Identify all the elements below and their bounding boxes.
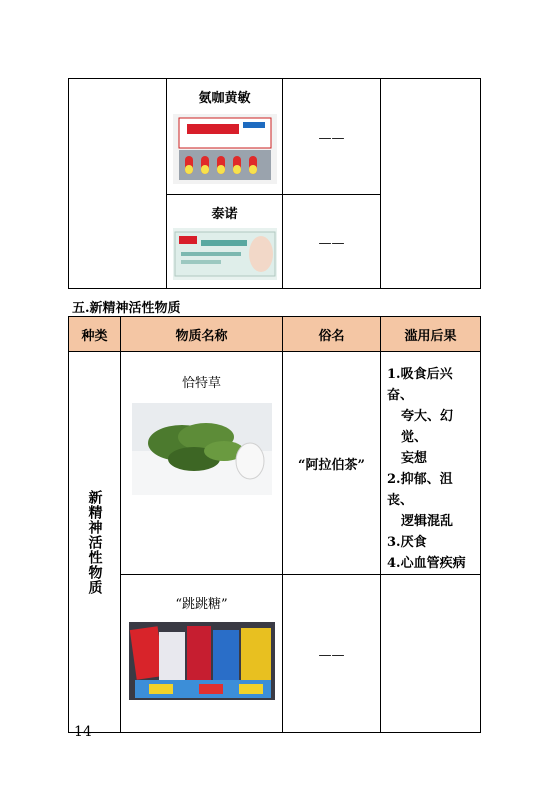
khat-leaves-image xyxy=(132,403,272,495)
effect-item-cont: 妄想 xyxy=(401,451,428,466)
effect-item-cont: 夸大、幻觉、 xyxy=(401,409,454,445)
nps-table xyxy=(68,316,481,733)
substance-name: 泰诺 xyxy=(211,207,238,222)
effects-cell xyxy=(381,352,481,575)
header-category: 种类 xyxy=(69,317,121,352)
alias-text: —— xyxy=(318,236,345,251)
effect-item: 1.吸食后兴奋、 xyxy=(387,367,453,403)
header-alias: 俗名 xyxy=(283,317,381,352)
effect-item: 4.心血管疾病 xyxy=(387,556,466,571)
category-label: 新精神活性物质 xyxy=(86,489,103,595)
header-effects: 滥用后果 xyxy=(381,317,481,352)
page-number: 14 xyxy=(74,724,92,740)
candy-packets-image xyxy=(129,622,275,700)
substance-cell xyxy=(167,195,283,289)
category-cell xyxy=(69,352,121,733)
effects-cell-empty xyxy=(381,575,481,733)
alias-text: “阿拉伯茶” xyxy=(298,457,365,473)
medicine-box-image xyxy=(173,228,277,280)
substance-cell xyxy=(167,79,283,195)
alias-cell xyxy=(283,352,381,575)
effect-item: 3.厌食 xyxy=(387,535,427,550)
header-name: 物质名称 xyxy=(121,317,283,352)
alias-text: —— xyxy=(318,131,345,146)
capsule-box-image xyxy=(173,114,277,184)
substance-cell xyxy=(121,352,283,575)
substance-name: “跳跳糖” xyxy=(175,597,228,612)
alias-cell xyxy=(283,79,381,195)
substance-cell xyxy=(121,575,283,733)
effect-item: 2.抑郁、沮丧、 xyxy=(387,472,453,508)
effects-cell-empty xyxy=(381,79,481,289)
substance-name: 氨咖黄敏 xyxy=(198,91,251,106)
substance-name: 恰特草 xyxy=(181,376,221,391)
drug-table-continued xyxy=(68,78,481,289)
alias-cell xyxy=(283,195,381,289)
section-title: 五.新精神活性物质 xyxy=(72,301,181,316)
effect-item-cont: 逻辑混乱 xyxy=(401,514,454,529)
alias-text: —— xyxy=(318,648,345,663)
alias-cell xyxy=(283,575,381,733)
category-cell-empty xyxy=(69,79,167,289)
